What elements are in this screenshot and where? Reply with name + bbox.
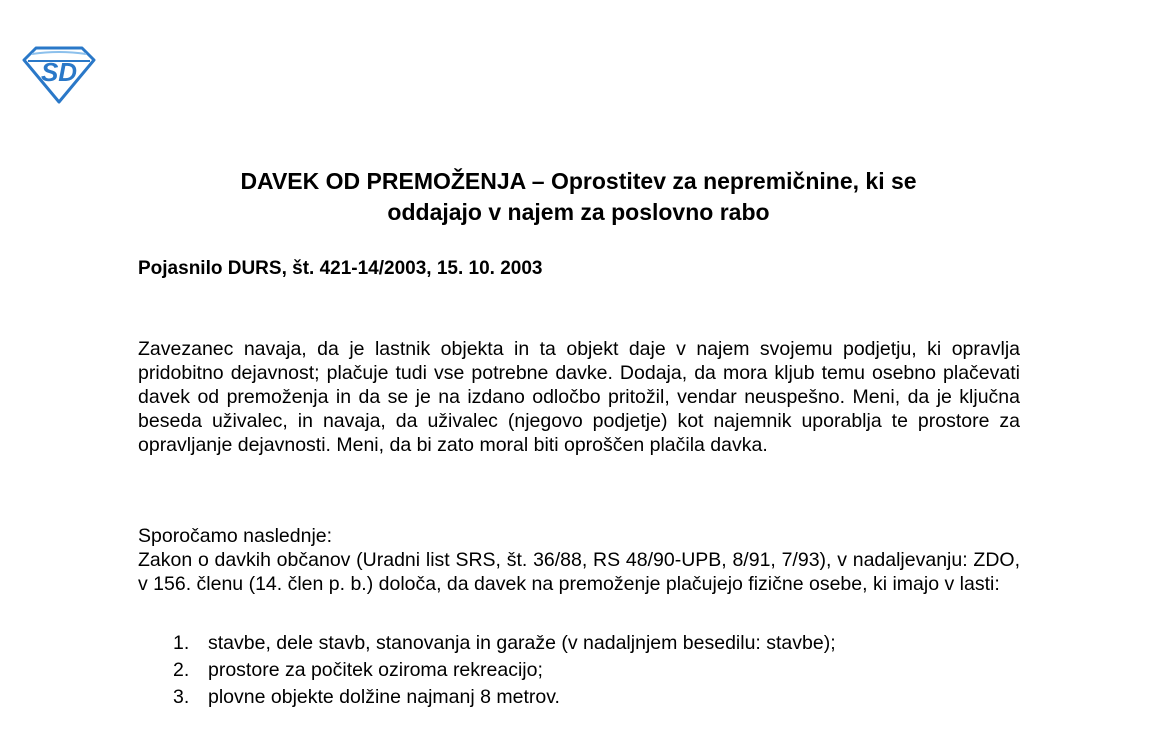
title-line-2: oddajajo v najem za poslovno rabo [387,199,770,225]
list-item-number: 2. [173,659,190,681]
lead-text: Sporočamo naslednje: [138,525,333,547]
list-item-text: stavbe, dele stavb, stanovanja in garaže (v nadaljnjem besedilu: stavbe); [208,632,836,654]
document-title [100,166,1057,228]
document-subtitle: Pojasnilo DURS, št. 421-14/2003, 15. 10. 2003 [138,258,543,279]
title-line-1: DAVEK OD PREMOŽENJA – Oprostitev za nepremičnine, ki se [240,168,917,194]
list-item [138,630,1020,657]
logo-lettering: SD [40,57,78,87]
paragraph-2: Zakon o davkih občanov (Uradni list SRS, št. 36/88, RS 48/90-UPB, 8/91, 7/93), v nadaljevanju: ZDO, v 156. členu (14. člen p. b.) določa, da davek na premoženje plačujejo fizične osebe, ki imajo v lasti: [138,549,1020,595]
list-item-number: 3. [173,686,190,708]
list-item-number: 1. [173,632,190,654]
list-item-text: plovne objekte dolžine najmanj 8 metrov. [208,686,560,708]
list-item-text: prostore za počitek oziroma rekreacijo; [208,659,543,681]
owned-property-list [138,630,1020,711]
sd-logo-icon [22,46,96,104]
list-item [138,657,1020,684]
list-item [138,684,1020,711]
paragraph-1: Zavezanec navaja, da je lastnik objekta in ta objekt daje v najem svojemu podjetju, ki opravlja pridobitno dejavnost; plačuje tudi vse potrebne davke. Dodaja, da mora kljub temu osebno plačevati davek od premoženja in da se je na izdano odločbo pritožil, vendar neuspešno. Meni, da je ključna beseda uživalec, in navaja, da uživalec (njegovo podjetje) kot najemnik uporablja te prostore za opravljanje dejavnosti. Meni, da bi zato moral biti oproščen plačila davka. [138,338,1020,456]
